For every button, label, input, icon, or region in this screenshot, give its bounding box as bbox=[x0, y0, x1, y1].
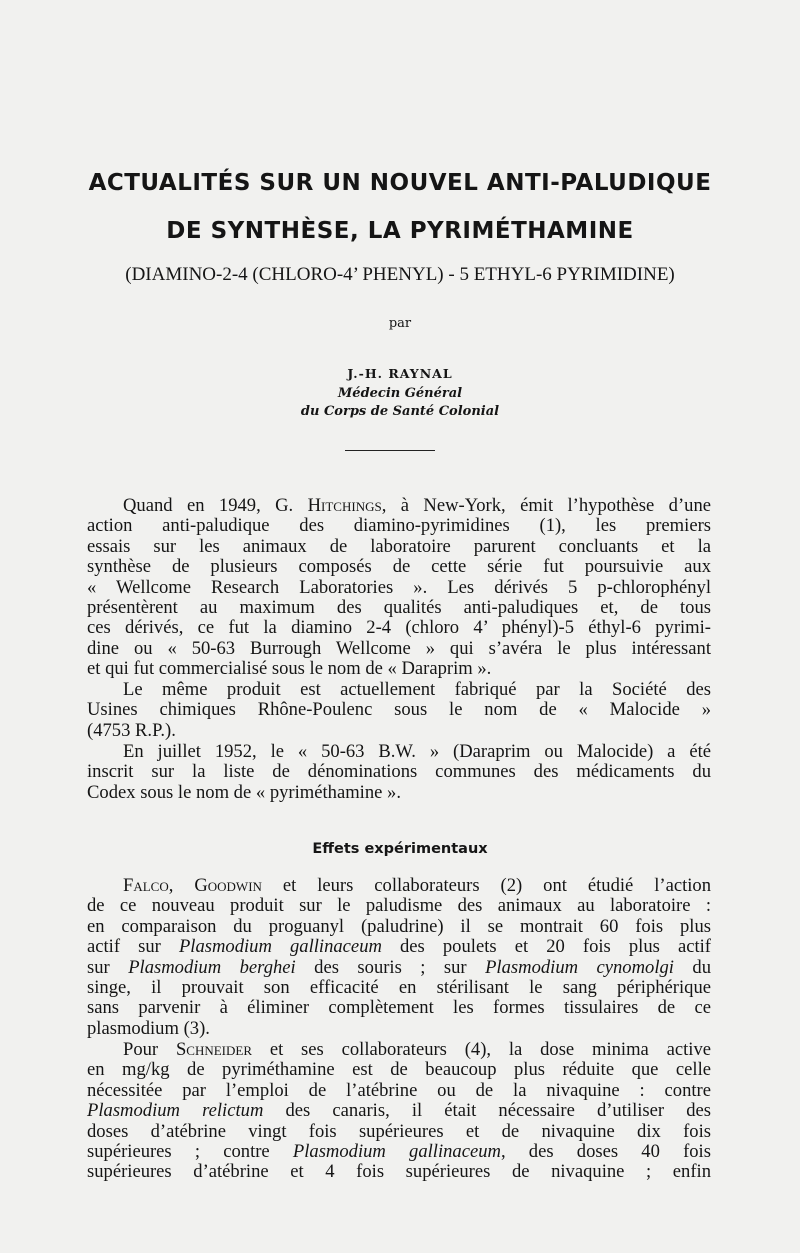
species-name: Plasmodium gallinaceum bbox=[178, 936, 382, 958]
text-line: « Wellcome Research Laboratories ». Les dérivés 5 p-chlorophényl bbox=[87, 576, 711, 598]
text-line: essais sur les animaux de laboratoire parurent concluants et la bbox=[87, 535, 711, 557]
text-line: doses d’atébrine vingt fois supérieures et de nivaquine dix fois bbox=[87, 1120, 711, 1142]
text-line: dine ou « 50-63 Burrough Wellcome » qui s’avéra le plus intéressant bbox=[87, 637, 711, 659]
author-citation: Schneider bbox=[175, 1039, 253, 1060]
text-line: et qui fut commercialisé sous le nom de « Daraprim ». bbox=[87, 658, 492, 680]
text-line bbox=[87, 1040, 711, 1060]
title-divider bbox=[345, 450, 435, 451]
text-run: et leurs collaborateurs (2) ont étudié l’action bbox=[261, 875, 712, 896]
text-run: des canaris, il était nécessaire d’utiliser des bbox=[263, 1100, 711, 1122]
text-line: en mg/kg de pyriméthamine est de beaucoup plus réduite que celle bbox=[87, 1059, 711, 1081]
author-name: J.-H. RAYNAL bbox=[347, 366, 453, 381]
text-line: Le même produit est actuellement fabriqué par la Société des bbox=[123, 679, 711, 700]
text-run: , des doses 40 fois bbox=[500, 1140, 711, 1162]
text-line: Usines chimiques Rhône-Poulenc sous le nom de « Malocide » bbox=[87, 699, 711, 721]
text-line bbox=[87, 958, 711, 978]
text-line: Codex sous le nom de « pyriméthamine ». bbox=[87, 781, 401, 803]
species-name: Plasmodium relictum bbox=[87, 1100, 264, 1122]
text-line: synthèse de plusieurs composés de cette série fut poursuivie aux bbox=[87, 556, 711, 578]
text-line: sans parvenir à éliminer complètement les formes tissulaires de ce bbox=[87, 997, 711, 1019]
text-run: du bbox=[673, 956, 711, 978]
text-line bbox=[87, 496, 711, 516]
text-run: des poulets et 20 fois plus actif bbox=[381, 936, 711, 958]
text-line bbox=[87, 1142, 711, 1162]
text-line: En juillet 1952, le « 50-63 B.W. » (Daraprim ou Malocide) a été bbox=[123, 741, 711, 762]
text-line bbox=[87, 1101, 711, 1121]
text-run: Quand en 1949, G. bbox=[123, 495, 308, 516]
text-line: inscrit sur la liste de dénominations communes des médicaments du bbox=[87, 761, 711, 783]
text-line: (4753 R.P.). bbox=[87, 719, 176, 741]
text-line: supérieures d’atébrine et 4 fois supérieures de nivaquine ; enfin bbox=[87, 1161, 711, 1183]
text-run: Pour bbox=[123, 1039, 176, 1060]
text-run: et ses collaborateurs (4), la dose minima active bbox=[252, 1039, 712, 1060]
author-affiliation: du Corps de Santé Colonial bbox=[300, 404, 500, 419]
paragraph-effects-2 bbox=[87, 1040, 711, 1183]
paragraph-intro-2 bbox=[87, 680, 711, 741]
paragraph-intro-3 bbox=[87, 742, 711, 803]
text-line: en comparaison du proguanyl (paludrine) il se montrait 60 fois plus bbox=[87, 915, 711, 937]
text-line: présentèrent au maximum des qualités anti-paludiques et, de tous bbox=[87, 596, 711, 618]
text-run: , bbox=[168, 875, 195, 896]
article-title-line-2: DE SYNTHÈSE, LA PYRIMÉTHAMINE bbox=[166, 218, 634, 244]
text-run: des souris ; sur bbox=[295, 956, 486, 978]
text-line: plasmodium (3). bbox=[87, 1017, 210, 1039]
author-citation: Hitchings bbox=[307, 495, 382, 516]
text-run: supérieures ; contre bbox=[87, 1140, 293, 1162]
text-run: sur bbox=[87, 956, 129, 978]
text-line: de ce nouveau produit sur le paludisme des animaux au laboratoire : bbox=[87, 895, 711, 917]
author-citation: Goodwin bbox=[194, 875, 262, 896]
article-subtitle: (DIAMINO-2-4 (CHLORO-4’ PHENYL) - 5 ETHYL-6 PYRIMIDINE) bbox=[125, 264, 675, 285]
text-line: nécessitée par l’emploi de l’atébrine ou de la nivaquine : contre bbox=[87, 1079, 711, 1101]
text-line: ces dérivés, ce fut la diamino 2-4 (chloro 4’ phényl)-5 éthyl-6 pyrimi- bbox=[87, 617, 711, 639]
species-name: Plasmodium berghei bbox=[128, 956, 296, 978]
text-line bbox=[87, 937, 711, 957]
paragraph-intro-1 bbox=[87, 496, 711, 680]
author-citation: Falco bbox=[123, 875, 169, 896]
paragraph-effects-1 bbox=[87, 876, 711, 1039]
section-heading: Effets expérimentaux bbox=[312, 841, 488, 857]
text-line: singe, il prouvait son efficacité en stérilisant le sang périphérique bbox=[87, 976, 711, 998]
text-line: action anti-paludique des diamino-pyrimidines (1), les premiers bbox=[87, 515, 711, 537]
by-label: par bbox=[388, 316, 412, 331]
article-title-line-1: ACTUALITÉS SUR UN NOUVEL ANTI-PALUDIQUE bbox=[88, 170, 712, 196]
author-role: Médecin Général bbox=[337, 386, 463, 401]
text-run: , à New-York, émit l’hypothèse d’une bbox=[381, 495, 711, 516]
text-run: actif sur bbox=[87, 936, 179, 958]
species-name: Plasmodium cynomolgi bbox=[485, 956, 674, 978]
text-line bbox=[87, 876, 711, 896]
species-name: Plasmodium gallinaceum bbox=[292, 1140, 501, 1162]
